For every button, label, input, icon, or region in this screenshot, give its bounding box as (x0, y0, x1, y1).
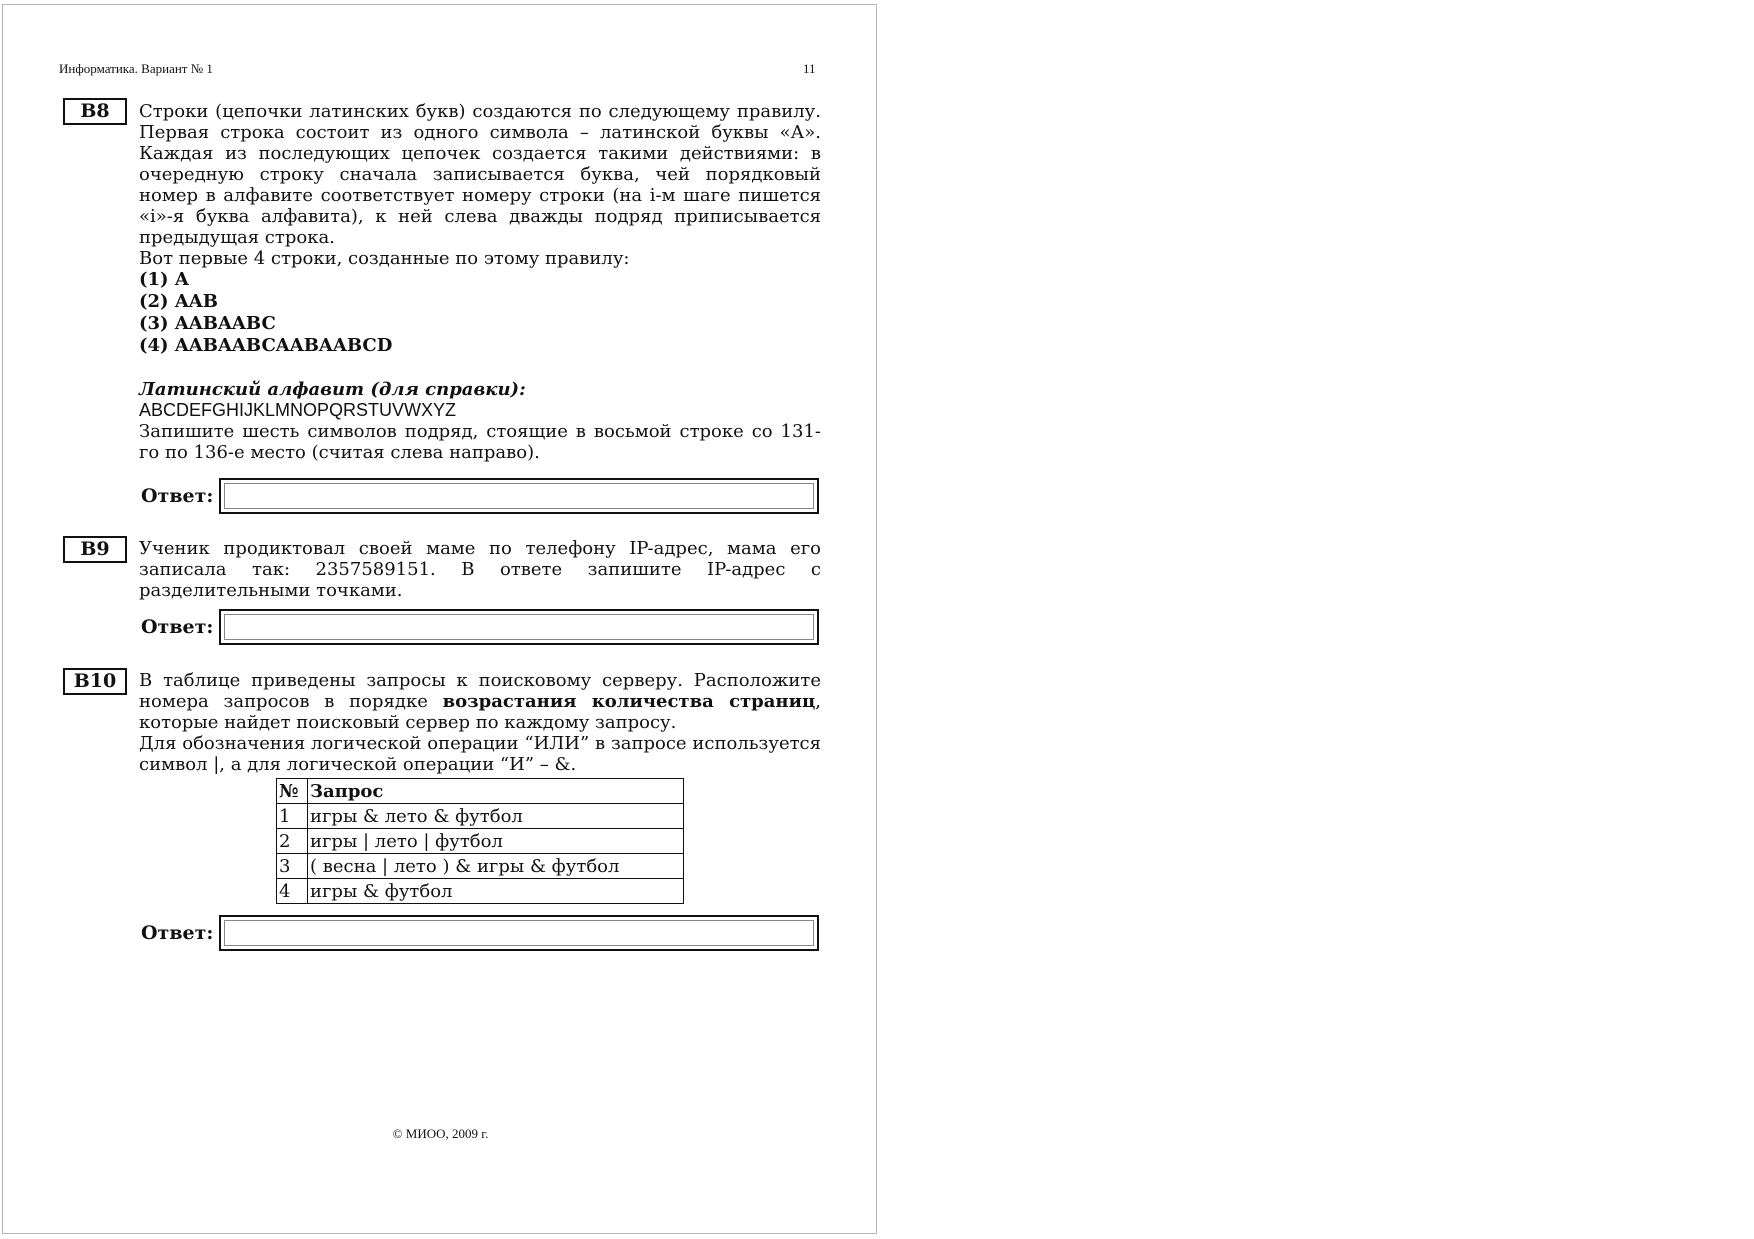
document-page (2, 4, 877, 1234)
answer-label-b8: Ответ: (141, 485, 214, 507)
task-b8-text (139, 101, 821, 463)
alphabet-title: Латинский алфавит (для справки): (139, 379, 526, 400)
table-cell-number: 2 (277, 829, 308, 854)
task-b10-emphasis: возрастания количества страниц (442, 691, 816, 712)
task-b8-paragraph: Строки (цепочки латинских букв) создаются по следующему правилу. Первая строка состоит из одного символа – латинской буквы «А». Каждая из последующих цепочек создается такими действиями: в очередную строку сначала записывается буква, чей порядковый номер в алфавите соответствует номеру строки (на i-м шаге пишется «i»-я буква алфавита), к ней слева дважды подряд приписывается предыдущая строка. (139, 101, 821, 248)
query-table (276, 778, 684, 904)
task-b8-intro: Вот первые 4 строки, созданные по этому правилу: (139, 248, 630, 269)
task-label-b10: B10 (63, 668, 127, 695)
table-cell-query: игры & лето & футбол (308, 804, 684, 829)
table-cell-number: 3 (277, 854, 308, 879)
table-row (277, 829, 684, 854)
table-cell-query: игры & футбол (308, 879, 684, 904)
answer-field-b8[interactable] (219, 478, 819, 514)
answer-field-b10[interactable] (219, 915, 819, 951)
table-row (277, 854, 684, 879)
alphabet-sample: ABCDEFGHIJKLMNOPQRSTUVWXYZ (139, 400, 457, 420)
sequence-line-1: (1) A (139, 269, 189, 290)
answer-label-b9: Ответ: (141, 616, 214, 638)
task-b9-text (139, 538, 821, 601)
answer-field-b9[interactable] (219, 609, 819, 645)
task-b10-text (139, 670, 821, 775)
table-header-row (277, 779, 684, 804)
sequence-line-4: (4) AABAABCAABAABCD (139, 335, 393, 356)
task-b10-para-start: В таблице приведены запросы к поисковому серверу. Расположите номера запросов в порядке (139, 670, 821, 712)
sequence-line-2: (2) AAB (139, 291, 218, 312)
task-b9-paragraph: Ученик продиктовал своей маме по телефону IP-адрес, мама его записала так: 2357589151. В ответе запишите IP-адрес с разделительными точками. (139, 538, 821, 601)
table-header-query: Запрос (308, 779, 684, 804)
table-row (277, 879, 684, 904)
table-header-number: № (277, 779, 308, 804)
table-row (277, 804, 684, 829)
task-b10-paragraph (139, 670, 821, 733)
page-footer: © МИОО, 2009 г. (392, 1126, 489, 1141)
page-number: 11 (803, 61, 816, 76)
table-cell-query: игры | лето | футбол (308, 829, 684, 854)
task-label-b8: B8 (63, 98, 127, 125)
sequence-line-3: (3) AABAABC (139, 313, 276, 334)
table-cell-number: 1 (277, 804, 308, 829)
task-b8-lines (139, 269, 821, 357)
task-b10-paragraph2: Для обозначения логической операции “ИЛИ” в запросе используется символ |, а для логической операции “И” – &. (139, 733, 821, 775)
task-label-b9: B9 (63, 536, 127, 563)
answer-label-b10: Ответ: (141, 922, 214, 944)
running-header-title: Информатика. Вариант № 1 (59, 61, 213, 76)
task-b10-para-end: , которые найдет поисковый сервер по каждому запросу. (139, 691, 821, 733)
table-cell-query: ( весна | лето ) & игры & футбол (308, 854, 684, 879)
task-b8-question: Запишите шесть символов подряд, стоящие в восьмой строке со 131-го по 136-е место (считая слева направо). (139, 421, 821, 463)
table-cell-number: 4 (277, 879, 308, 904)
